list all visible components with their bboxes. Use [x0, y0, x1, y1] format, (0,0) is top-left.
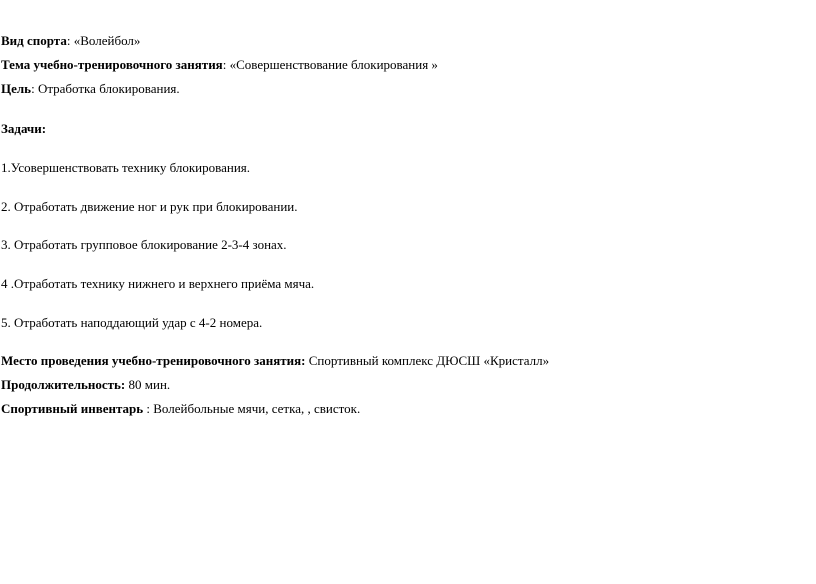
- sport-value: «Волейбол»: [73, 33, 141, 48]
- sport-line: [1, 33, 140, 49]
- topic-line: [1, 57, 438, 73]
- duration-line: [1, 377, 170, 393]
- venue-line: [1, 353, 549, 369]
- task-item-5: 5. Отработать наподдающий удар с 4-2 номера.: [1, 315, 263, 330]
- duration-label: Продолжительность:: [1, 377, 126, 392]
- goal-separator: :: [31, 81, 38, 96]
- task-item-1: 1.Усовершенствовать технику блокирования.: [1, 160, 250, 175]
- goal-line: [1, 81, 180, 97]
- topic-label: Тема учебно-тренировочного занятия: [1, 57, 223, 72]
- venue-label: Место проведения учебно-тренировочного занятия:: [1, 353, 306, 368]
- task-item-3: 3. Отработать групповое блокирование 2-3-4 зонах.: [1, 237, 287, 252]
- topic-value: «Совершенствование блокирования »: [229, 57, 438, 72]
- task-item-2: 2. Отработать движение ног и рук при блокировании.: [1, 199, 298, 214]
- duration-value: 80 мин.: [125, 377, 171, 392]
- equipment-value: : Волейбольные мячи, сетка, , свисток.: [143, 401, 361, 416]
- equipment-label: Спортивный инвентарь: [1, 401, 144, 416]
- venue-value: Спортивный комплекс ДЮСШ «Кристалл»: [305, 353, 550, 368]
- sport-separator: :: [66, 33, 74, 48]
- equipment-line: [1, 401, 360, 417]
- sport-label: Вид спорта: [1, 33, 67, 48]
- goal-value: Отработка блокирования.: [37, 81, 180, 96]
- topic-separator: :: [222, 57, 230, 72]
- task-item-4: 4 .Отработать технику нижнего и верхнего приёма мяча.: [1, 276, 315, 291]
- tasks-heading: Задачи:: [1, 121, 47, 136]
- goal-label: Цель: [1, 81, 32, 96]
